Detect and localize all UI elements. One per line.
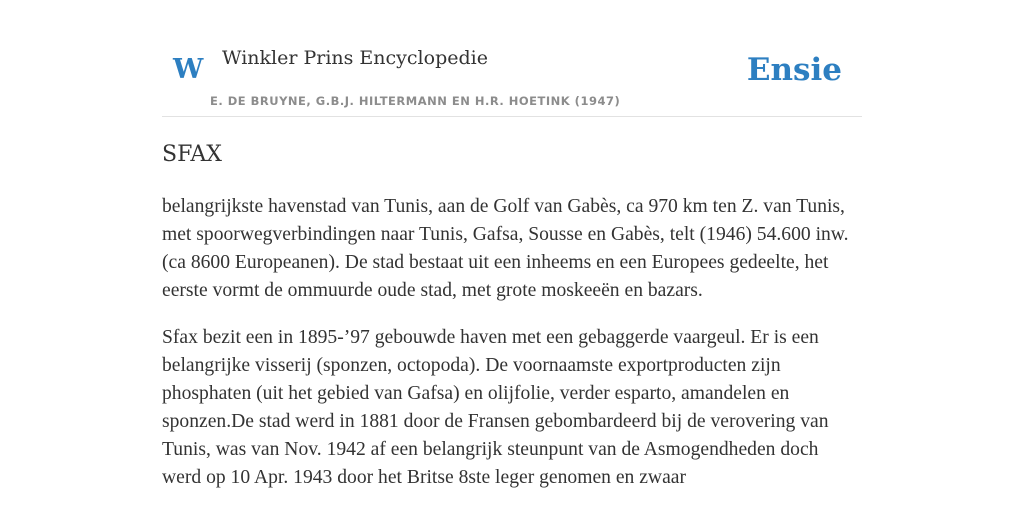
article-paragraph: Sfax bezit een in 1895-’97 gebouwde haven met een gebaggerde vaargeul. Er is een belangrijke visserij (sponzen, octopoda). De voornaamste exportproducten zijn phosphaten (uit het gebied van Gafsa) en olijfolie, verder esparto, amandelen en sponzen.De stad werd in 1881 door de Fransen gebombardeerd bij de verovering van Tunis, was van Nov. 1942 af een belangrijk steunpunt van de Asmogendheden doch werd op 10 Apr. 1943 door het Britse 8ste leger genomen en zwaar bbox=[162, 327, 829, 488]
article-title: SFAX bbox=[162, 142, 222, 167]
ensie-logo-link[interactable]: Ensie bbox=[746, 52, 842, 88]
publication-title[interactable]: Winkler Prins Encyclopedie bbox=[222, 47, 488, 69]
publication-authors: E. DE BRUYNE, G.B.J. HILTERMANN EN H.R. HOETINK (1947) bbox=[210, 94, 621, 108]
article-paragraph: belangrijkste havenstad van Tunis, aan de Golf van Gabès, ca 970 km ten Z. van Tunis, met spoorwegverbindingen naar Tunis, Gafsa, Sousse en Gabès, telt (1946) 54.600 inw. (ca 8600 Europeanen). De stad bestaat uit een inheems en een Europees gedeelte, het eerste vormt de ommuurde oude stad, met grote moskeeën en bazars. bbox=[162, 196, 849, 301]
publication-header bbox=[162, 0, 862, 117]
article bbox=[162, 136, 862, 492]
winkler-prins-logo[interactable]: W bbox=[173, 54, 204, 85]
